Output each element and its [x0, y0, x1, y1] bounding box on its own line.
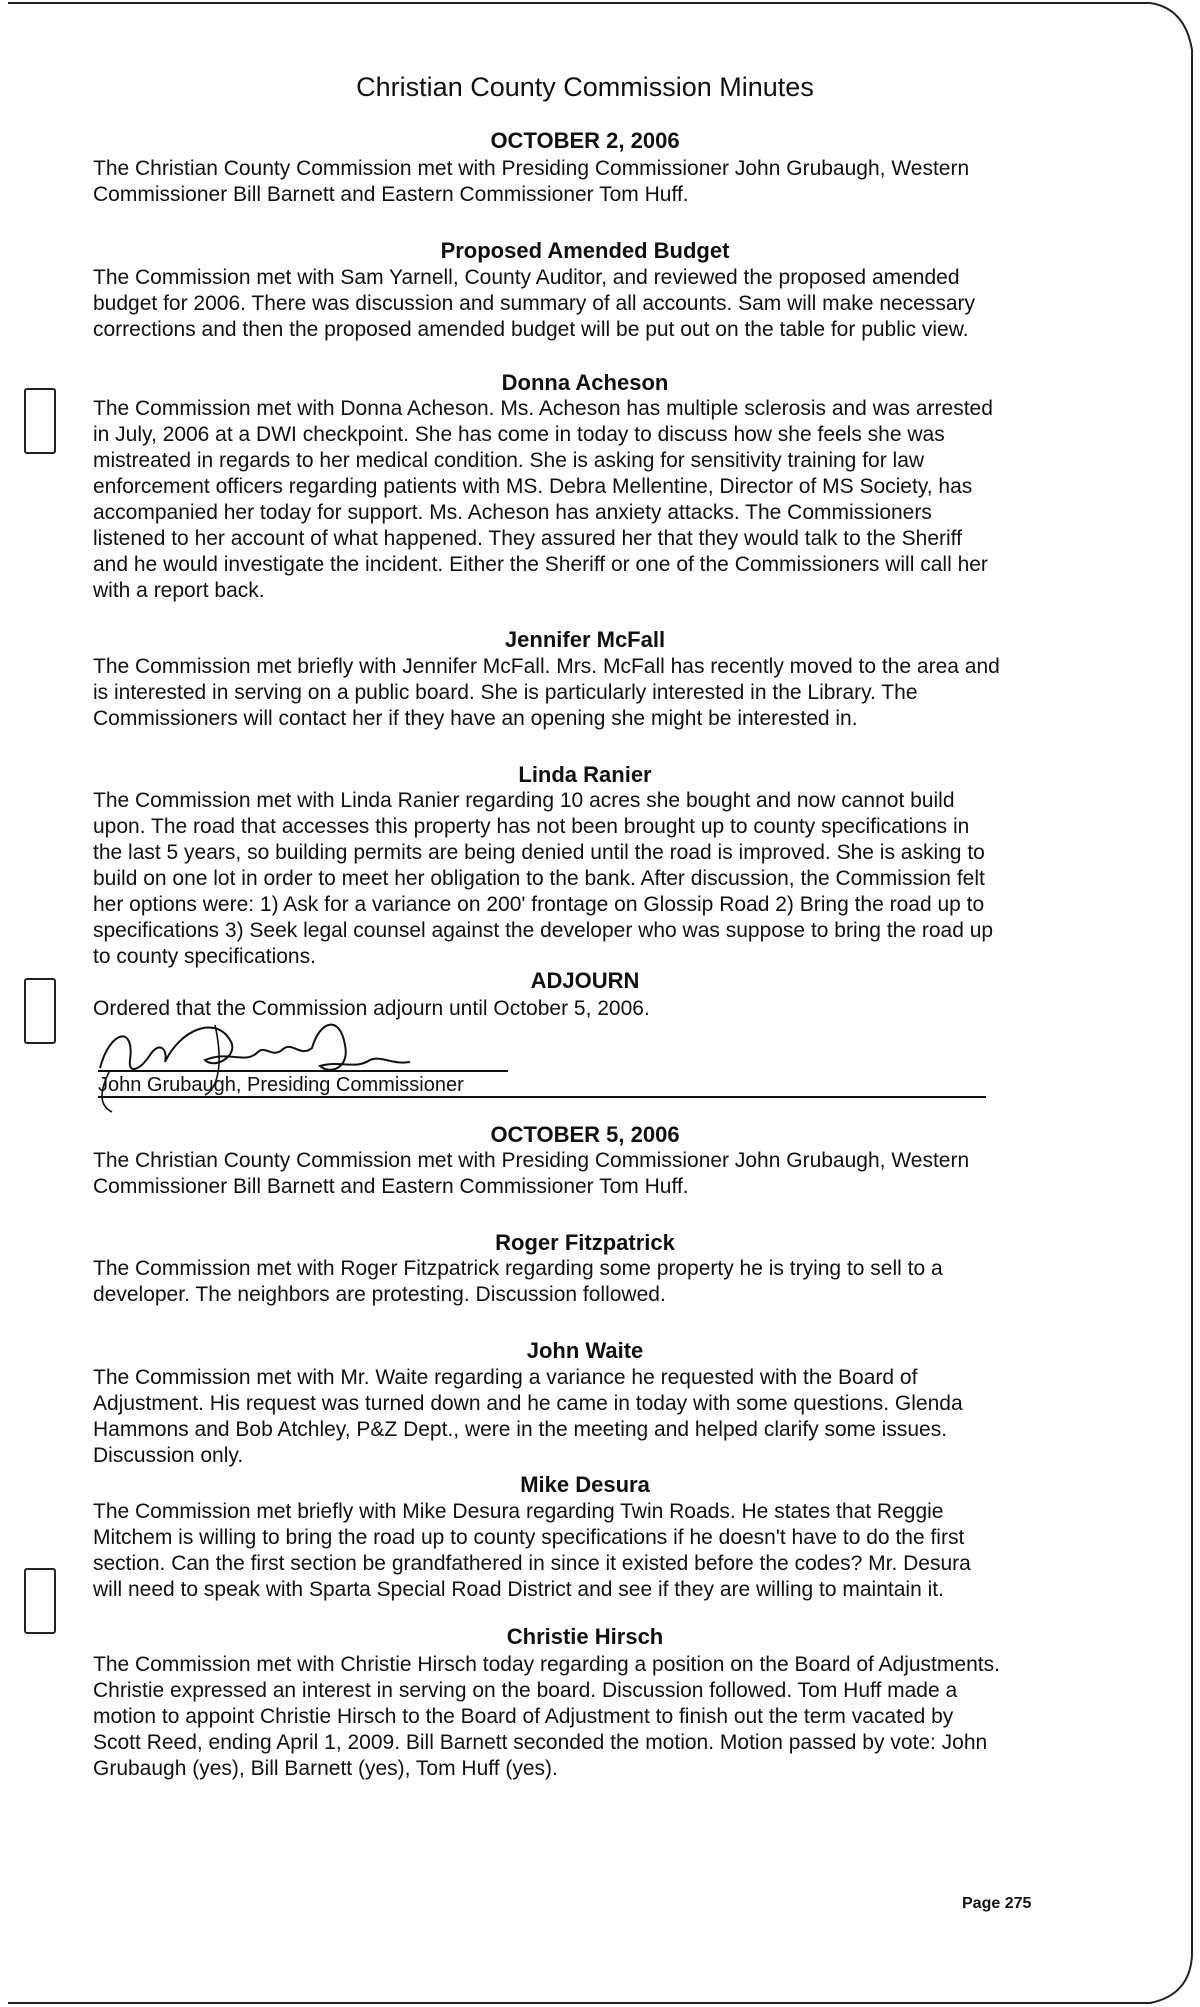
- meeting1-intro: The Christian County Commission met with Presiding Commissioner John Grubaugh, Western Commissioner Bill Barnett and Eastern Commissioner Tom Huff.: [93, 157, 970, 206]
- signature-caption: John Grubaugh, Presiding Commissioner: [98, 1074, 464, 1096]
- page-number: Page 275: [962, 1895, 1032, 1912]
- section-heading-amended-budget: Proposed Amended Budget: [440, 238, 730, 263]
- section-body-john-waite: The Commission met with Mr. Waite regarding a variance he requested with the Board of Adjustment. His request was turned down and he came in today with some questions. Glenda Hammons and Bob Atchley, P&Z Dept., were in the meeting and helped clarify some issues. Discussion only.: [93, 1366, 963, 1467]
- meeting2-date: OCTOBER 5, 2006: [490, 1122, 680, 1147]
- section-body-christie-hirsch: The Commission met with Christie Hirsch today regarding a position on the Board of Adjustments. Christie expressed an interest in serving on the board. Discussion followed. Tom Huff made a motion to appoint Christie Hirsch to the Board of Adjustment to finish out the term vacated by Scott Reed, ending April 1, 2009. Bill Barnett seconded the motion. Motion passed by vote: John Grubaugh (yes), Bill Barnett (yes), Tom Huff (yes).: [93, 1653, 1000, 1780]
- section-heading-john-waite: John Waite: [526, 1338, 644, 1363]
- meeting2-intro: The Christian County Commission met with Presiding Commissioner John Grubaugh, Western Commissioner Bill Barnett and Eastern Commissioner Tom Huff.: [93, 1149, 970, 1198]
- section-body-mike-desura: The Commission met briefly with Mike Desura regarding Twin Roads. He states that Reggie Mitchem is willing to bring the road up to county specifications if he doesn't have to do the first section. Can the first section be grandfathered in since it existed before the codes? Mr. Desura will need to speak with Sparta Special Road District and see if they are willing to maintain it.: [93, 1500, 971, 1601]
- section-heading-mike-desura: Mike Desura: [520, 1472, 650, 1497]
- section-body-roger-fitzpatrick: The Commission met with Roger Fitzpatrick regarding some property he is trying to sell to a developer. The neighbors are protesting. Discussion followed.: [93, 1257, 943, 1306]
- meeting1-date: OCTOBER 2, 2006: [490, 128, 680, 153]
- section-body-donna-acheson: The Commission met with Donna Acheson. Ms. Acheson has multiple sclerosis and was arrested in July, 2006 at a DWI checkpoint. She has come in today to discuss how she feels she was mistreated in regards to her medical condition. She is asking for sensitivity training for law enforcement officers regarding patients with MS. Debra Mellentine, Director of MS Society, has accompanied her today for support. Ms. Acheson has anxiety attacks. The Commissioners listened to her account of what happened. They assured her that they would talk to the Sheriff and he would investigate the incident. Either the Sheriff or one of the Commissioners will call her with a report back.: [93, 397, 993, 602]
- section-heading-christie-hirsch: Christie Hirsch: [506, 1624, 664, 1649]
- section-heading-linda-ranier: Linda Ranier: [518, 762, 652, 787]
- section-heading-donna-acheson: Donna Acheson: [501, 370, 669, 395]
- section-body-jennifer-mcfall: The Commission met briefly with Jennifer McFall. Mrs. McFall has recently moved to the area and is interested in serving on a public board. She is particularly interested in the Library. The Commissioners will contact her if they have an opening she might be interested in.: [93, 655, 1000, 730]
- section-body-amended-budget: The Commission met with Sam Yarnell, County Auditor, and reviewed the proposed amended budget for 2006. There was discussion and summary of all accounts. Sam will make necessary corrections and then the proposed amended budget will be put out on the table for public view.: [93, 266, 976, 341]
- signature-line: [98, 1070, 508, 1072]
- section-body-linda-ranier: The Commission met with Linda Ranier regarding 10 acres she bought and now cannot build upon. The road that accesses this property has not been brought up to county specifications in the last 5 years, so building permits are being denied until the road is improved. She is asking to build on one lot in order to meet her obligation to the bank. After discussion, the Commission felt her options were: 1) Ask for a variance on 200' frontage on Glossip Road 2) Bring the road up to specifications 3) Seek legal counsel against the developer who was suppose to bring the road up to county specifications.: [93, 789, 994, 968]
- section-heading-jennifer-mcfall: Jennifer McFall: [504, 627, 666, 652]
- section-heading-roger-fitzpatrick: Roger Fitzpatrick: [495, 1230, 675, 1255]
- section-divider: [98, 1096, 986, 1098]
- adjourn-text: Ordered that the Commission adjourn until October 5, 2006.: [93, 997, 650, 1020]
- adjourn-heading: ADJOURN: [530, 968, 640, 993]
- document-title: Christian County Commission Minutes: [356, 72, 814, 102]
